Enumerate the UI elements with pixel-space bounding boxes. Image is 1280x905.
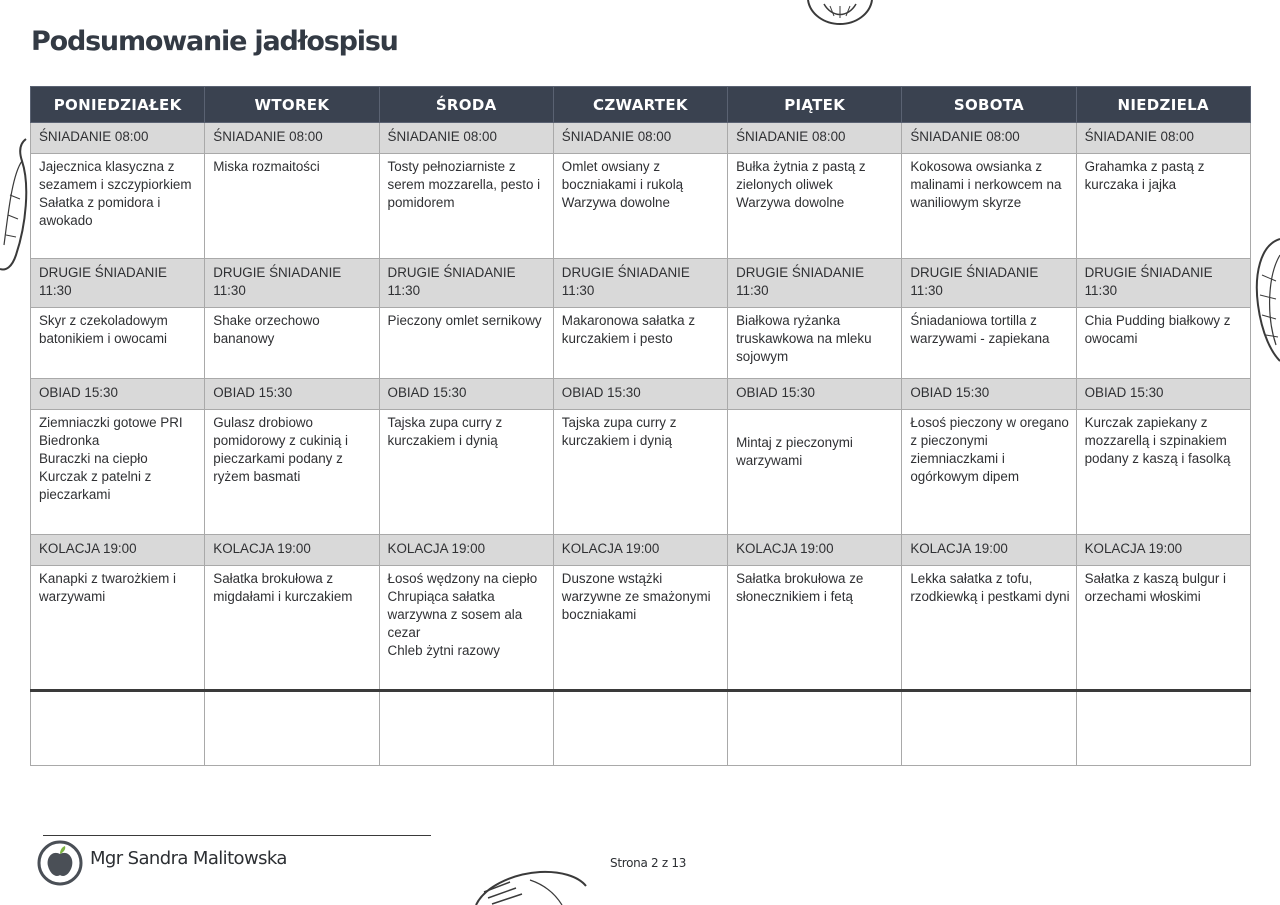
- meal-cell: [902, 154, 1076, 259]
- meal-cell: [902, 308, 1076, 379]
- meal-label: KOLACJA 19:00: [31, 535, 205, 566]
- dish: Miska rozmaitości: [213, 159, 320, 174]
- fork-sketch-icon-bottom: [470, 862, 590, 905]
- dish: Warzywa dowolne: [736, 195, 845, 210]
- dish: Chrupiąca sałatka warzywna z sosem ala cezar: [387, 589, 523, 640]
- meal-cell: [1076, 154, 1250, 259]
- dish: Grahamka z pastą z kurczaka i jajka: [1084, 159, 1205, 192]
- pepper-sketch-icon-left: [0, 135, 34, 275]
- meal-label: DRUGIE ŚNIADANIE 11:30: [1076, 259, 1250, 308]
- dish: Gulasz drobiowo pomidorowy z cukinią i pieczarkami podany z ryżem basmati: [213, 415, 348, 484]
- day-header-friday: PIĄTEK: [728, 87, 902, 123]
- meal-label: ŚNIADANIE 08:00: [553, 123, 727, 154]
- dish: Łosoś pieczony w oregano z pieczonymi ziemniaczkami i ogórkowym dipem: [910, 415, 1069, 484]
- meal-cell: [31, 308, 205, 379]
- dish: Kurczak z patelni z pieczarkami: [39, 469, 152, 502]
- leaf-sketch-icon-top: [800, 0, 880, 28]
- author-name: Mgr Sandra Malitowska: [90, 848, 287, 869]
- meal-cell: [205, 308, 379, 379]
- meal-cell: [205, 566, 379, 691]
- meal-cell: [1076, 308, 1250, 379]
- meal-cell: [379, 308, 553, 379]
- meal-cell: [728, 308, 902, 379]
- dish: Skyr z czekoladowym batonikiem i owocami: [39, 313, 168, 346]
- meal-label: ŚNIADANIE 08:00: [902, 123, 1076, 154]
- dish: Tajska zupa curry z kurczakiem i dynią: [561, 415, 677, 448]
- meal-cell: [728, 410, 902, 535]
- meal-label: OBIAD 15:30: [902, 379, 1076, 410]
- apple-icon: [37, 840, 83, 886]
- dish: Sałatka z kaszą bulgur i orzechami włoskimi: [1084, 571, 1227, 604]
- meal-label: KOLACJA 19:00: [728, 535, 902, 566]
- dish: Warzywa dowolne: [561, 195, 670, 210]
- dish: Tosty pełnoziarniste z serem mozzarella, pesto i pomidorem: [387, 159, 541, 210]
- dish: Pieczony omlet sernikowy: [387, 313, 542, 328]
- dish: Shake orzechowo bananowy: [213, 313, 320, 346]
- meal-label: ŚNIADANIE 08:00: [31, 123, 205, 154]
- empty-cell: [553, 691, 727, 766]
- page-number: Strona 2 z 13: [610, 856, 687, 870]
- meal-label: OBIAD 15:30: [1076, 379, 1250, 410]
- meal-label: KOLACJA 19:00: [1076, 535, 1250, 566]
- dish: Sałatka brokułowa ze słonecznikiem i fetą: [736, 571, 864, 604]
- meal-label-row-lunch: [31, 379, 1251, 410]
- dish: Śniadaniowa tortilla z warzywami - zapiekana: [910, 313, 1050, 346]
- meal-cell: [728, 566, 902, 691]
- meal-cell: [205, 154, 379, 259]
- meal-label-row-breakfast: [31, 123, 1251, 154]
- meal-label: OBIAD 15:30: [728, 379, 902, 410]
- dish: Chia Pudding białkowy z owocami: [1084, 313, 1231, 346]
- meal-label: OBIAD 15:30: [553, 379, 727, 410]
- day-header-monday: PONIEDZIAŁEK: [31, 87, 205, 123]
- empty-cell: [31, 691, 205, 766]
- meal-cell: [1076, 566, 1250, 691]
- empty-cell: [1076, 691, 1250, 766]
- meal-cell: [379, 154, 553, 259]
- meal-label: DRUGIE ŚNIADANIE 11:30: [379, 259, 553, 308]
- page-title: Podsumowanie jadłospisu: [31, 26, 398, 57]
- meal-label: ŚNIADANIE 08:00: [728, 123, 902, 154]
- day-header-saturday: SOBOTA: [902, 87, 1076, 123]
- meal-label: ŚNIADANIE 08:00: [1076, 123, 1250, 154]
- meal-label: OBIAD 15:30: [205, 379, 379, 410]
- empty-cell: [205, 691, 379, 766]
- meal-cell: [902, 410, 1076, 535]
- menu-summary-table: [30, 86, 1251, 766]
- dish: Łosoś wędzony na ciepło: [387, 571, 538, 586]
- meal-cell: [379, 566, 553, 691]
- day-header-sunday: NIEDZIELA: [1076, 87, 1250, 123]
- day-header-row: [31, 87, 1251, 123]
- meal-cell: [553, 410, 727, 535]
- meal-label-row-dinner: [31, 535, 1251, 566]
- meal-label: ŚNIADANIE 08:00: [205, 123, 379, 154]
- empty-row: [31, 691, 1251, 766]
- meal-cell: [553, 308, 727, 379]
- meal-label: ŚNIADANIE 08:00: [379, 123, 553, 154]
- meal-content-row-second-breakfast: [31, 308, 1251, 379]
- empty-cell: [728, 691, 902, 766]
- dish: Sałatka brokułowa z migdałami i kurczakiem: [213, 571, 353, 604]
- dish: Białkowa ryżanka truskawkowa na mleku sojowym: [736, 313, 872, 364]
- meal-content-row-breakfast: [31, 154, 1251, 259]
- dish: Bułka żytnia z pastą z zielonych oliwek: [736, 159, 866, 192]
- dish: Kanapki z twarożkiem i warzywami: [39, 571, 176, 604]
- meal-cell: [902, 566, 1076, 691]
- meal-label: DRUGIE ŚNIADANIE 11:30: [902, 259, 1076, 308]
- footer-divider: [43, 835, 431, 836]
- dish: Lekka sałatka z tofu, rzodkiewką i pestkami dyni: [910, 571, 1070, 604]
- meal-cell: [553, 154, 727, 259]
- day-header-tuesday: WTOREK: [205, 87, 379, 123]
- meal-label: DRUGIE ŚNIADANIE 11:30: [728, 259, 902, 308]
- meal-cell: [31, 154, 205, 259]
- dish: Duszone wstążki warzywne ze smażonymi boczniakami: [561, 571, 711, 622]
- dish: Omlet owsiany z boczniakami i rukolą: [561, 159, 684, 192]
- day-header-wednesday: ŚRODA: [379, 87, 553, 123]
- meal-label: DRUGIE ŚNIADANIE 11:30: [205, 259, 379, 308]
- meal-cell: [205, 410, 379, 535]
- meal-label: KOLACJA 19:00: [902, 535, 1076, 566]
- meal-label: KOLACJA 19:00: [205, 535, 379, 566]
- dish: Kokosowa owsianka z malinami i nerkowcem na waniliowym skyrze: [910, 159, 1062, 210]
- meal-label: DRUGIE ŚNIADANIE 11:30: [31, 259, 205, 308]
- empty-cell: [902, 691, 1076, 766]
- meal-label-row-second-breakfast: [31, 259, 1251, 308]
- empty-cell: [379, 691, 553, 766]
- meal-cell: [553, 566, 727, 691]
- meal-cell: [728, 154, 902, 259]
- meal-cell: [31, 566, 205, 691]
- meal-label: KOLACJA 19:00: [553, 535, 727, 566]
- meal-content-row-lunch: [31, 410, 1251, 535]
- meal-content-row-dinner: [31, 566, 1251, 691]
- dish: Jajecznica klasyczna z sezamem i szczypiorkiem: [39, 159, 192, 192]
- meal-label: OBIAD 15:30: [379, 379, 553, 410]
- meal-cell: [379, 410, 553, 535]
- dish: Sałatka z pomidora i awokado: [39, 195, 161, 228]
- meal-label: OBIAD 15:30: [31, 379, 205, 410]
- meal-label: KOLACJA 19:00: [379, 535, 553, 566]
- day-header-thursday: CZWARTEK: [553, 87, 727, 123]
- dish: Kurczak zapiekany z mozzarellą i szpinakiem podany z kaszą i fasolką: [1084, 415, 1231, 466]
- meal-label: DRUGIE ŚNIADANIE 11:30: [553, 259, 727, 308]
- meal-cell: [1076, 410, 1250, 535]
- dish: Chleb żytni razowy: [387, 643, 500, 658]
- dish: Ziemniaczki gotowe PRI Biedronka: [39, 415, 183, 448]
- dish: Buraczki na ciepło: [39, 451, 148, 466]
- dish: Mintaj z pieczonymi warzywami: [736, 435, 853, 468]
- leaf-sketch-icon-right: [1250, 235, 1280, 365]
- dish: Tajska zupa curry z kurczakiem i dynią: [387, 415, 503, 448]
- meal-cell: [31, 410, 205, 535]
- dish: Makaronowa sałatka z kurczakiem i pesto: [561, 313, 696, 346]
